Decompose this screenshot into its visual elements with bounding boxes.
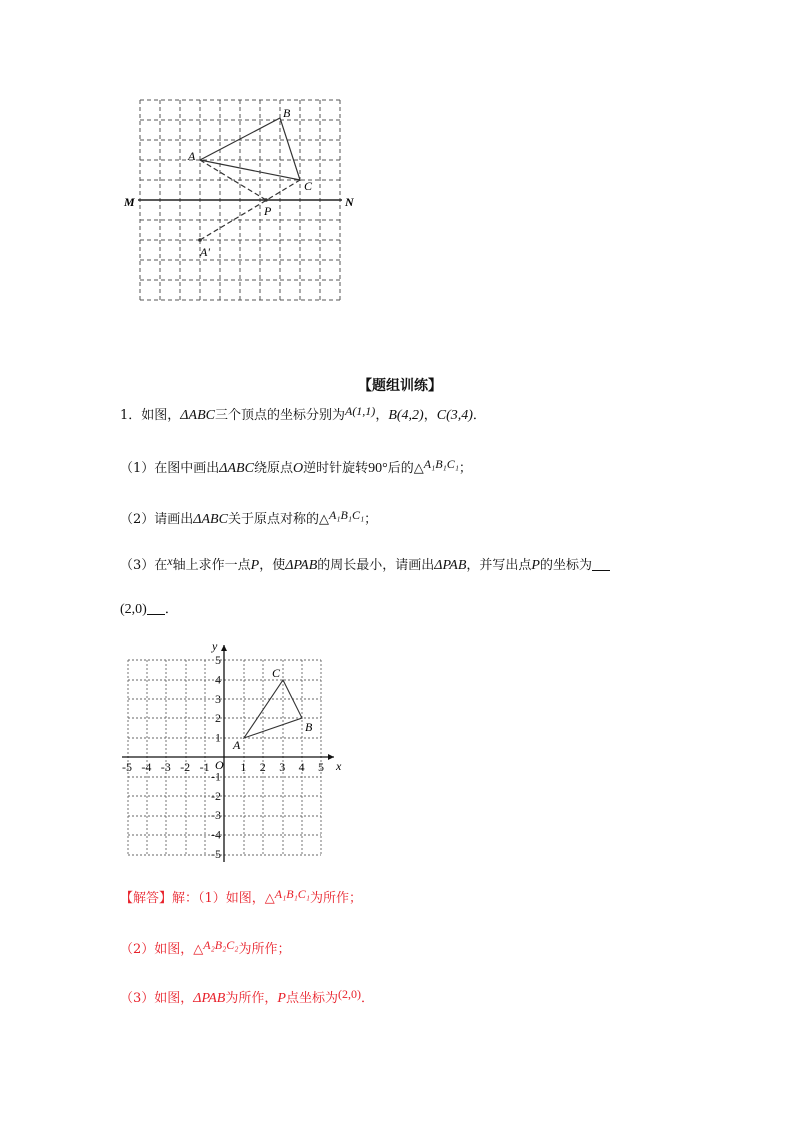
x-tick-label: 4 xyxy=(298,760,305,774)
coordinate-plane xyxy=(115,635,350,865)
x-tick-label: -3 xyxy=(160,760,171,774)
x-tick-label: -4 xyxy=(141,760,152,774)
x-axis-arrow xyxy=(328,754,334,760)
label-a: A xyxy=(188,149,196,163)
y-tick-label: -4 xyxy=(211,827,221,842)
y-tick-label: -5 xyxy=(211,847,221,861)
x-tick-label: -1 xyxy=(199,760,210,774)
label-c: C xyxy=(304,179,313,193)
y-tick-label: 1 xyxy=(215,730,221,745)
section-title: 【题组训练】 xyxy=(358,378,442,394)
x-tick-label: 3 xyxy=(279,760,286,774)
y-tick-label: 2 xyxy=(215,711,221,726)
y-tick-label: -1 xyxy=(211,769,221,784)
label-b: B xyxy=(283,106,291,120)
answer-blank-2 xyxy=(147,600,165,615)
reflection-figure xyxy=(115,92,365,307)
y-axis-arrow xyxy=(221,645,227,651)
label-p: P xyxy=(264,204,272,218)
plane-label-c: C xyxy=(272,666,281,680)
triangle-abc xyxy=(200,118,300,180)
question-1-part-2: （2）请画出ΔABC关于原点对称的△A₁B₁C₁； xyxy=(120,508,378,527)
question-1-part-3-answer: (2,0) ． xyxy=(120,602,178,617)
y-tick-label: -3 xyxy=(211,808,221,823)
x-tick-label: 1 xyxy=(240,760,247,774)
plane-label-a: A xyxy=(233,738,241,752)
label-m: M xyxy=(124,195,135,209)
label-n: N xyxy=(345,195,354,209)
y-tick-label: -2 xyxy=(211,788,221,803)
y-tick-label: 5 xyxy=(215,653,221,667)
y-tick-label: 4 xyxy=(215,672,221,687)
x-tick-label: -2 xyxy=(180,760,191,774)
point-p xyxy=(264,198,268,202)
question-1: 1．如图，ΔABC三个顶点的坐标分别为A(1,1)，B(4,2)，C(3,4)． xyxy=(120,404,486,423)
answer-line-1: 【解答】解：（1）如图，△A₁B₁C₁为所作； xyxy=(120,887,362,906)
label-a-prime: A' xyxy=(200,245,210,259)
answer-line-2: （2）如图，△A₂B₂C₂为所作； xyxy=(120,938,291,957)
question-1-part-3: （3）在x轴上求作一点P，使ΔPAB的周长最小，请画出ΔPAB，并写出点P的坐标为 xyxy=(120,555,610,576)
x-tick-label: -5 xyxy=(122,760,132,774)
y-tick-label: 3 xyxy=(215,691,221,706)
point-a-prime xyxy=(198,238,202,242)
x-axis-label: x xyxy=(336,759,342,773)
plane-label-b: B xyxy=(305,720,313,734)
y-axis-label: y xyxy=(212,639,218,653)
question-1-part-1: （1）在图中画出ΔABC绕原点O逆时针旋转90°后的△A₁B₁C₁； xyxy=(120,457,472,476)
answer-blank-1 xyxy=(592,556,610,571)
triangle-abc-plane xyxy=(244,680,302,738)
x-tick-label: 2 xyxy=(259,760,266,774)
origin-label: O xyxy=(215,758,224,772)
x-tick-label: 5 xyxy=(318,760,324,774)
answer-line-3: （3）如图，ΔPAB为所作，P点坐标为(2,0)． xyxy=(120,987,374,1006)
